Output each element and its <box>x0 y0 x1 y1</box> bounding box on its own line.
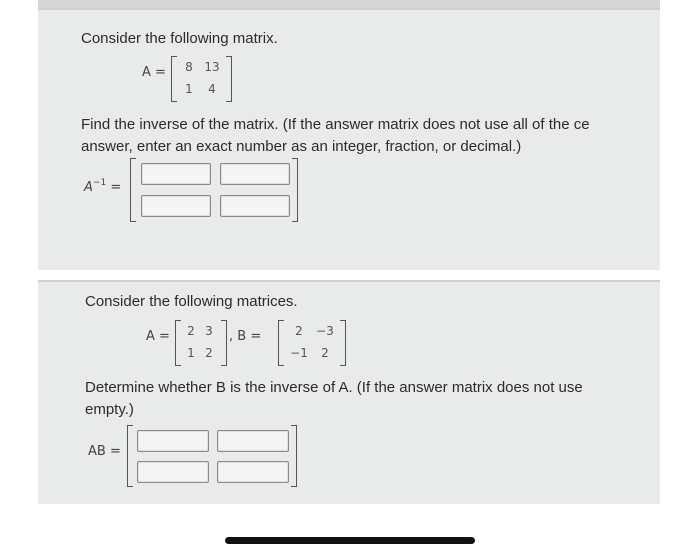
question-1-panel <box>38 8 660 270</box>
matrix-b-cell-12: −3 <box>316 324 334 338</box>
matrix-b-left-bracket <box>278 320 284 366</box>
matrix-left-bracket <box>171 56 177 102</box>
home-indicator <box>225 537 475 544</box>
inverse-cell-21-input[interactable] <box>141 195 211 217</box>
question-2-instruction-line-2: empty.) <box>85 401 134 418</box>
inverse-cell-11-input[interactable] <box>141 163 211 185</box>
question-2-prompt: Consider the following matrices. <box>85 293 298 310</box>
question-2-panel <box>38 280 660 504</box>
product-cell-11-input[interactable] <box>137 430 209 452</box>
matrix-a-cell-22: 2 <box>205 346 213 360</box>
matrix-right-bracket <box>226 56 232 102</box>
product-cell-21-input[interactable] <box>137 461 209 483</box>
matrix-a-cell-12: 3 <box>205 324 213 338</box>
question-2-instruction-line-1: Determine whether B is the inverse of A. (If the answer matrix does not use <box>85 379 583 396</box>
matrix-a-label: A = <box>142 65 166 80</box>
inverse-cell-12-input[interactable] <box>220 163 290 185</box>
matrix-a-cell-11: 2 <box>187 324 195 338</box>
matrix-a-left-bracket <box>175 320 181 366</box>
matrix-a-cell-21: 1 <box>185 82 193 96</box>
product-left-bracket <box>127 425 133 487</box>
matrix-b-cell-21: −1 <box>290 346 308 360</box>
product-cell-12-input[interactable] <box>217 430 289 452</box>
product-answer-label: AB = <box>88 444 121 459</box>
inverse-cell-22-input[interactable] <box>220 195 290 217</box>
product-cell-22-input[interactable] <box>217 461 289 483</box>
question-1-instruction-line-1: Find the inverse of the matrix. (If the answer matrix does not use all of the ce <box>81 116 590 133</box>
inverse-answer-label: $A^{-1}$ = <box>84 178 122 195</box>
matrix-a-cell-12: 13 <box>204 60 220 74</box>
matrix-b-cell-22: 2 <box>321 346 329 360</box>
matrix-a-label: A = <box>146 329 170 344</box>
panel-top-edge <box>38 0 660 8</box>
product-right-bracket <box>291 425 297 487</box>
matrix-a-cell-22: 4 <box>208 82 216 96</box>
question-1-instruction-line-2: answer, enter an exact number as an integer, fraction, or decimal.) <box>81 138 522 155</box>
question-1-prompt: Consider the following matrix. <box>81 30 278 47</box>
matrix-b-right-bracket <box>340 320 346 366</box>
matrix-a-cell-21: 1 <box>187 346 195 360</box>
matrix-a-right-bracket <box>221 320 227 366</box>
matrix-b-cell-11: 2 <box>295 324 303 338</box>
answer-left-bracket <box>130 158 136 222</box>
answer-right-bracket <box>292 158 298 222</box>
matrix-b-label: , B = <box>229 329 262 344</box>
matrix-a-cell-11: 8 <box>185 60 193 74</box>
